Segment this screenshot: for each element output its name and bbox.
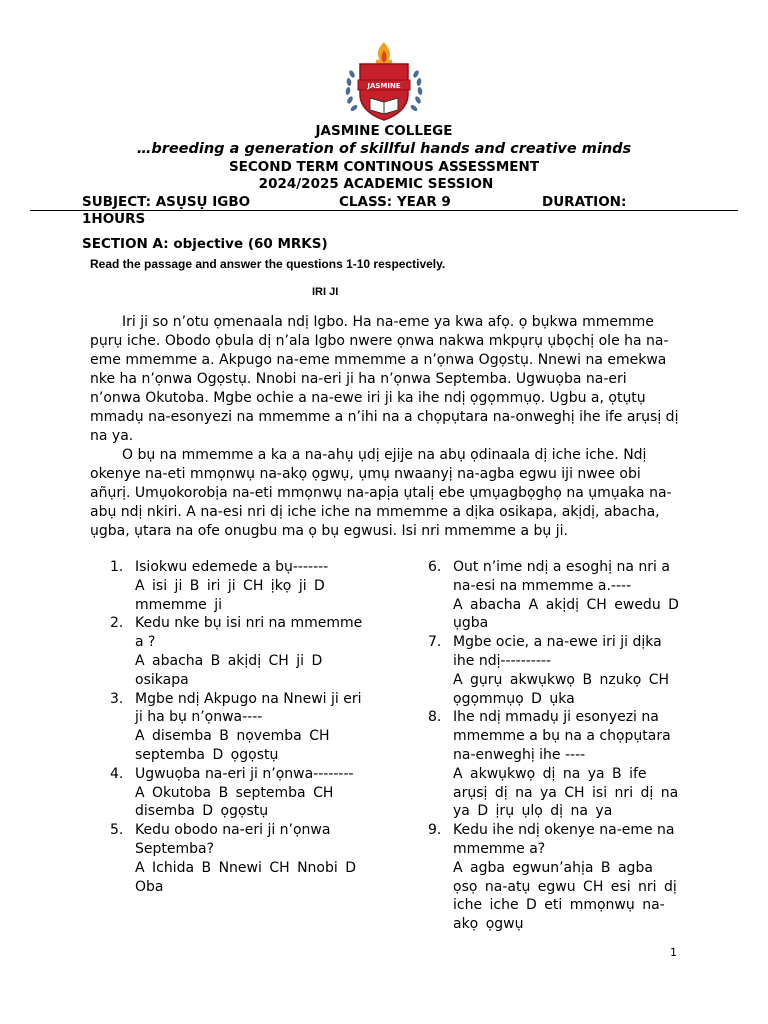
question-number: 7. <box>428 634 442 651</box>
passage <box>90 313 680 541</box>
question-item <box>428 821 680 934</box>
question-item <box>110 614 364 689</box>
question-item <box>110 765 364 821</box>
question-options: A disemba B nọvemba CH septemba D ọgọstụ <box>135 728 330 763</box>
question-text: Kedu ihe ndị okenye na-eme na mmemme a? <box>453 822 675 857</box>
school-crest-logo <box>340 38 428 126</box>
question-text: Kedu obodo na-eri ji n’ọnwa Septemba? <box>135 822 331 857</box>
question-text: Mgbe ocie, a na-ewe iri ji dịka ihe ndị---------- <box>453 634 662 669</box>
question-options: A abacha A akịdị CH ewedu D ụgba <box>453 596 679 632</box>
page-number: 1 <box>670 946 677 959</box>
question-number: 2. <box>110 615 124 632</box>
question-options: A isi ji B iri ji CH ịkọ ji D mmemme ji <box>135 577 325 613</box>
question-item <box>428 633 680 708</box>
question-number: 8. <box>428 709 442 726</box>
question-options: A akwụkwọ dị na ya B ife arụsị dị na ya CH isi nri dị na ya D ịrụ ụlọ dị na ya <box>453 765 679 820</box>
question-text: Ihe ndị mmadụ ji esonyezi na mmemme a bụ na a chọpụtara na-enweghị ihe ---- <box>453 709 671 763</box>
question-text: Out n’ime ndị a esoghị na nri a na-esi na mmemme a.---- <box>453 559 670 594</box>
questions-right-column <box>428 558 680 934</box>
question-options: A Okutoba B septemba CH disemba D ọgọstụ <box>135 784 334 820</box>
duration-label: DURATION: <box>542 194 627 210</box>
question-options: A Ichida B Nnewi CH Nnobi D Oba <box>135 859 357 895</box>
question-text: Isiokwu edemede a bụ------- <box>135 559 329 575</box>
question-number: 6. <box>428 559 442 575</box>
subject-label: SUBJECT: ASỤSỤ IGBO <box>82 194 251 210</box>
section-title: SECTION A: objective (60 MRKS) <box>82 236 328 252</box>
question-number: 9. <box>428 822 442 839</box>
question-text: Mgbe ndị Akpugo na Nnewi ji eri ji ha bụ n’ọnwa---- <box>135 690 362 726</box>
passage-title: IRI JI <box>312 286 339 298</box>
question-number: 1. <box>110 559 124 575</box>
logo-text: JASMINE <box>367 82 401 90</box>
question-item <box>428 708 680 821</box>
question-number: 3. <box>110 690 124 707</box>
question-number: 5. <box>110 822 124 839</box>
duration-value: 1HOURS <box>82 211 146 227</box>
instruction-text: Read the passage and answer the questions 1-10 respectively. <box>90 257 446 271</box>
question-item <box>428 558 680 633</box>
school-name: JASMINE COLLEGE <box>315 123 453 139</box>
assessment-title: SECOND TERM CONTINOUS ASSESSMENT <box>228 159 540 175</box>
questions-left-column <box>110 558 364 896</box>
question-item <box>110 558 364 614</box>
question-options: A gụrụ akwụkwọ B nzukọ CH ọgọmmụọ D ụka <box>453 671 670 707</box>
question-number: 4. <box>110 765 124 782</box>
academic-session: 2024/2025 ACADEMIC SESSION <box>258 176 494 192</box>
passage-paragraph: Iri ji so n’otu ọmenaala ndị Igbo. Ha na-eme ya kwa afọ. ọ bụkwa mmemme pụrụ iche. Obodo ọbula dị n’ala Igbo nwere ọnwa nakwa mkpụrụ ụbọchị ole ha na-eme mmemme a. Akpugo na-eme mmemme a n’ọnwa Ogọstụ. Nnewi na emekwa nke ha n’ọnwa Ogọstụ. Nnobi na-eri ji ha n’ọnwa Septemba. Ugwuọba na-eri n’onwa Okutoba. Mgbe ochie a na-ewe iri ji ka ihe ndị ọgọmmụọ. Ugbu a, ọtụtụ mmadụ na-esonyezi na mmemme a n’ihi na a chọpụtara na-onweghị ihe ife arụsị dị na ya. <box>90 314 679 444</box>
question-text: Ugwuọba na-eri ji n’ọnwa-------- <box>135 765 354 782</box>
question-text: Kedu nke bụ isi nri na mmemme a ? <box>135 615 363 651</box>
question-options: A abacha B akịdị CH ji D osikapa <box>135 652 323 688</box>
question-item <box>110 821 364 896</box>
question-item <box>110 690 364 765</box>
school-motto: …breeding a generation of skillful hands and creative minds <box>136 141 632 157</box>
passage-paragraph: O bụ na mmemme a ka a na-ahụ ụdị ejije na abụ ọdinaala dị iche iche. Ndị okenye na-eti mmọnwụ na-akọ ọgwụ, ụmụ nwaanyị na-agba egwu iji nwee obi añụrị. Umụokorobịa na-eti mmọnwụ na-apịa ụtalị ebe ụmụagbọghọ na ụmụaka na-abụ ndị nkiri. A na-esi nri dị iche iche na mmemme a dịka osikapa, akịdị, abacha, ụgba, ụtara na ofe onugbu ma ọ bụ egwusi. Isi nri mmemme a bụ ji. <box>90 447 672 539</box>
question-options: A agba egwun’ahịa B agba ọsọ na-atụ egwu CH esi nri dị iche iche D eti mmọnwụ na-akọ ọgwụ <box>453 859 677 933</box>
class-label: CLASS: YEAR 9 <box>339 194 451 210</box>
